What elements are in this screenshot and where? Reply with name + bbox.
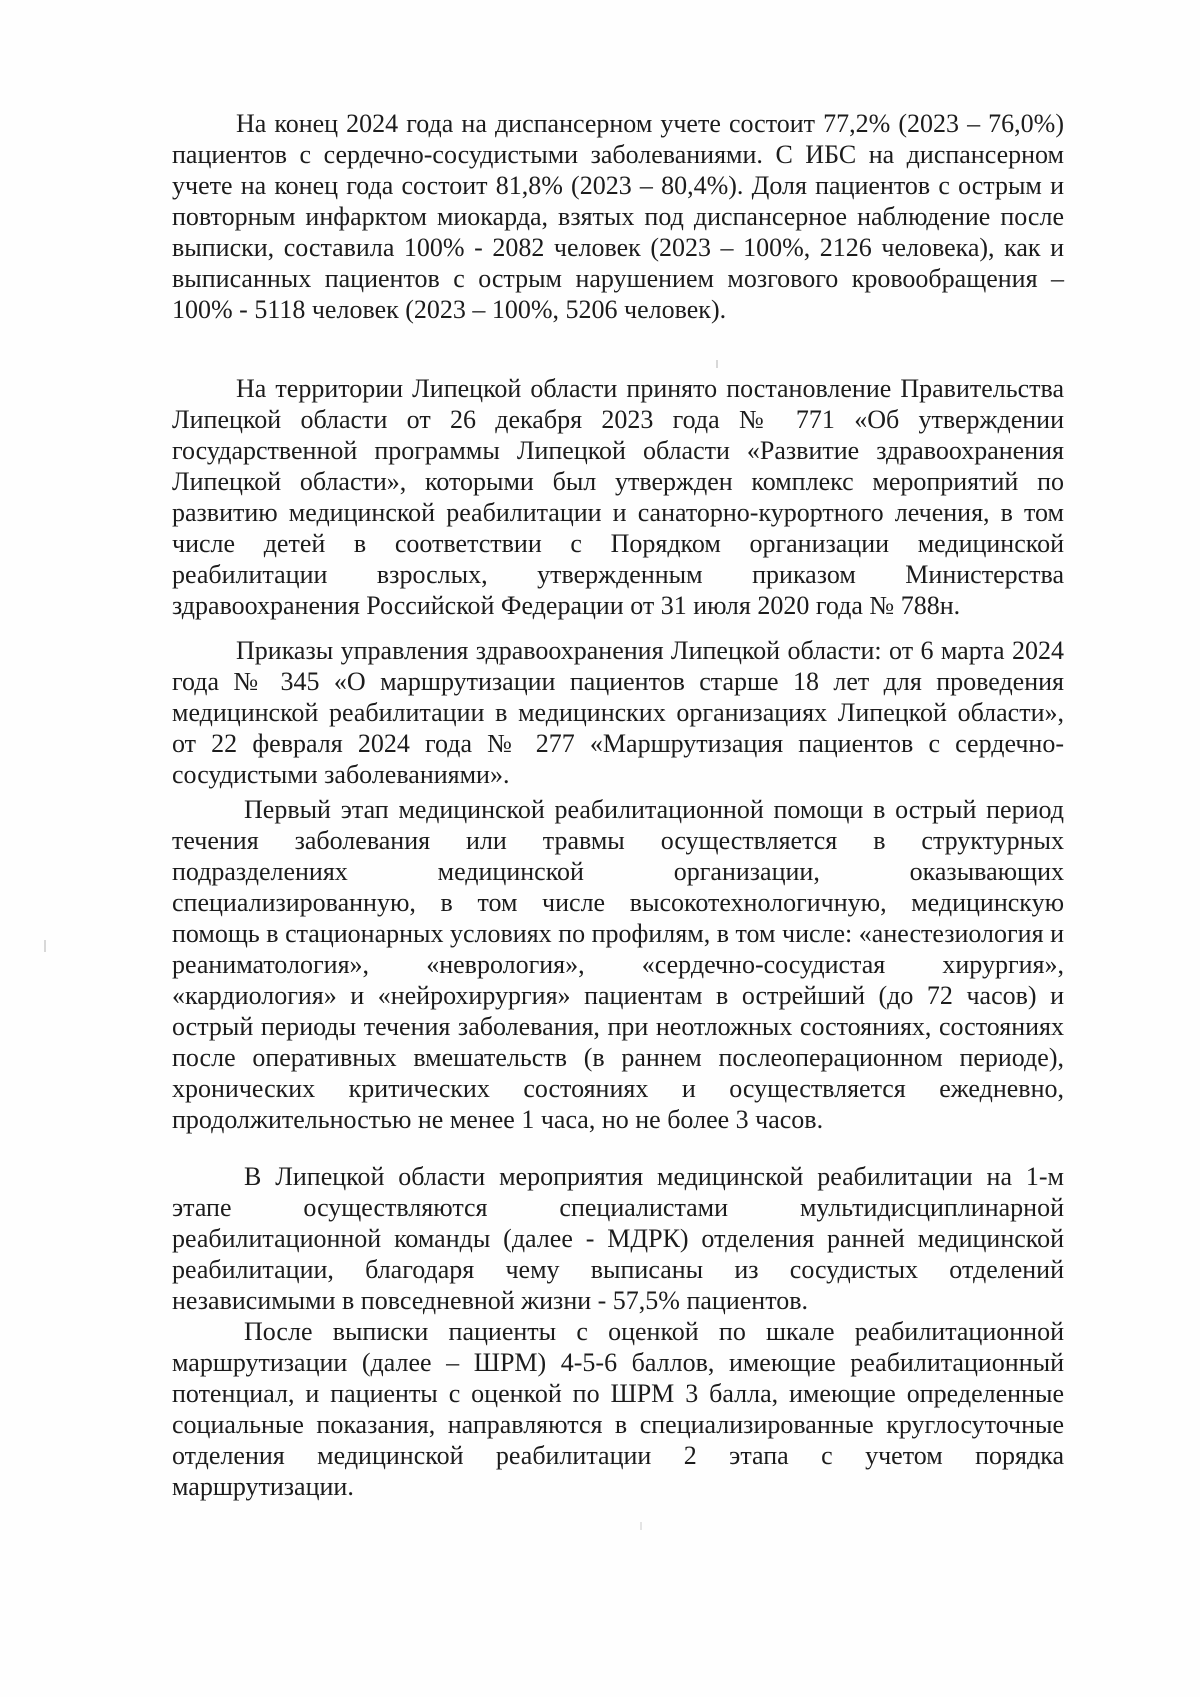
scan-speck xyxy=(716,360,718,368)
paragraph-government-resolution: На территории Липецкой области принято постановление Правительства Липецкой области от 26 декабря 2023 года № 771 «Об утверждении государственной программы Липецкой области «Развитие здравоохранения Липецкой области», которыми был утвержден комплекс мероприятий по развитию медицинской реабилитации и санаторно-курортного лечения, в том числе детей в соответствии с Порядком организации медицинской реабилитации взрослых, утвержденным приказом Министерства здравоохранения Российской Федерации от 31 июля 2020 года № 788н. xyxy=(172,374,1064,620)
scan-speck xyxy=(640,1522,642,1530)
paragraph-dispensary-stats: На конец 2024 года на диспансерном учете состоит 77,2% (2023 – 76,0%) пациентов с сердечно-сосудистыми заболеваниями. С ИБС на диспансерном учете на конец года состоит 81,8% (2023 – 80,4%). Доля пациентов с острым и повторным инфарктом миокарда, взятых под диспансерное наблюдение после выписки, составила 100% - 2082 человек (2023 – 100%, 2126 человека), как и выписанных пациентов с острым нарушением мозгового кровообращения – 100% - 5118 человек (2023 – 100%, 5206 человек). xyxy=(172,109,1064,324)
paragraph-mdrk: В Липецкой области мероприятия медицинской реабилитации на 1-м этапе осуществляются специалистами мультидисциплинарной реабилитационной команды (далее - МДРК) отделения ранней медицинской реабилитации, благодаря чему выписаны из сосудистых отделений независимыми в повседневной жизни - 57,5% пациентов. xyxy=(172,1162,1064,1315)
paragraph-first-stage: Первый этап медицинской реабилитационной помощи в острый период течения заболевания или травмы осуществляется в структурных подразделениях медицинской организации, оказывающих специализированную, в том числе высокотехнологичную, медицинскую помощь в стационарных условиях по профилям, в том числе: «анестезиология и реаниматология», «неврология», «сердечно-сосудистая хирургия», «кардиология» и «нейрохирургия» пациентам в острейший (до 72 часов) и острый периоды течения заболевания, при неотложных состояниях, состояниях после оперативных вмешательств (в раннем послеоперационном периоде), хронических критических состояниях и осуществляется ежедневно, продолжительностью не менее 1 часа, но не более 3 часов. xyxy=(172,795,1064,1134)
paragraph-health-orders: Приказы управления здравоохранения Липецкой области: от 6 марта 2024 года № 345 «О маршрутизации пациентов старше 18 лет для проведения медицинской реабилитации в медицинских организациях Липецкой области», от 22 февраля 2024 года № 277 «Маршрутизация пациентов с сердечно-сосудистыми заболеваниями». xyxy=(172,636,1064,789)
scan-speck xyxy=(44,940,46,952)
paragraph-after-discharge: После выписки пациенты с оценкой по шкале реабилитационной маршрутизации (далее – ШРМ) 4-5-6 баллов, имеющие реабилитационный потенциал, и пациенты с оценкой по ШРМ 3 балла, имеющие определенные социальные показания, направляются в специализированные круглосуточные отделения медицинской реабилитации 2 этапа с учетом порядка маршрутизации. xyxy=(172,1317,1064,1501)
